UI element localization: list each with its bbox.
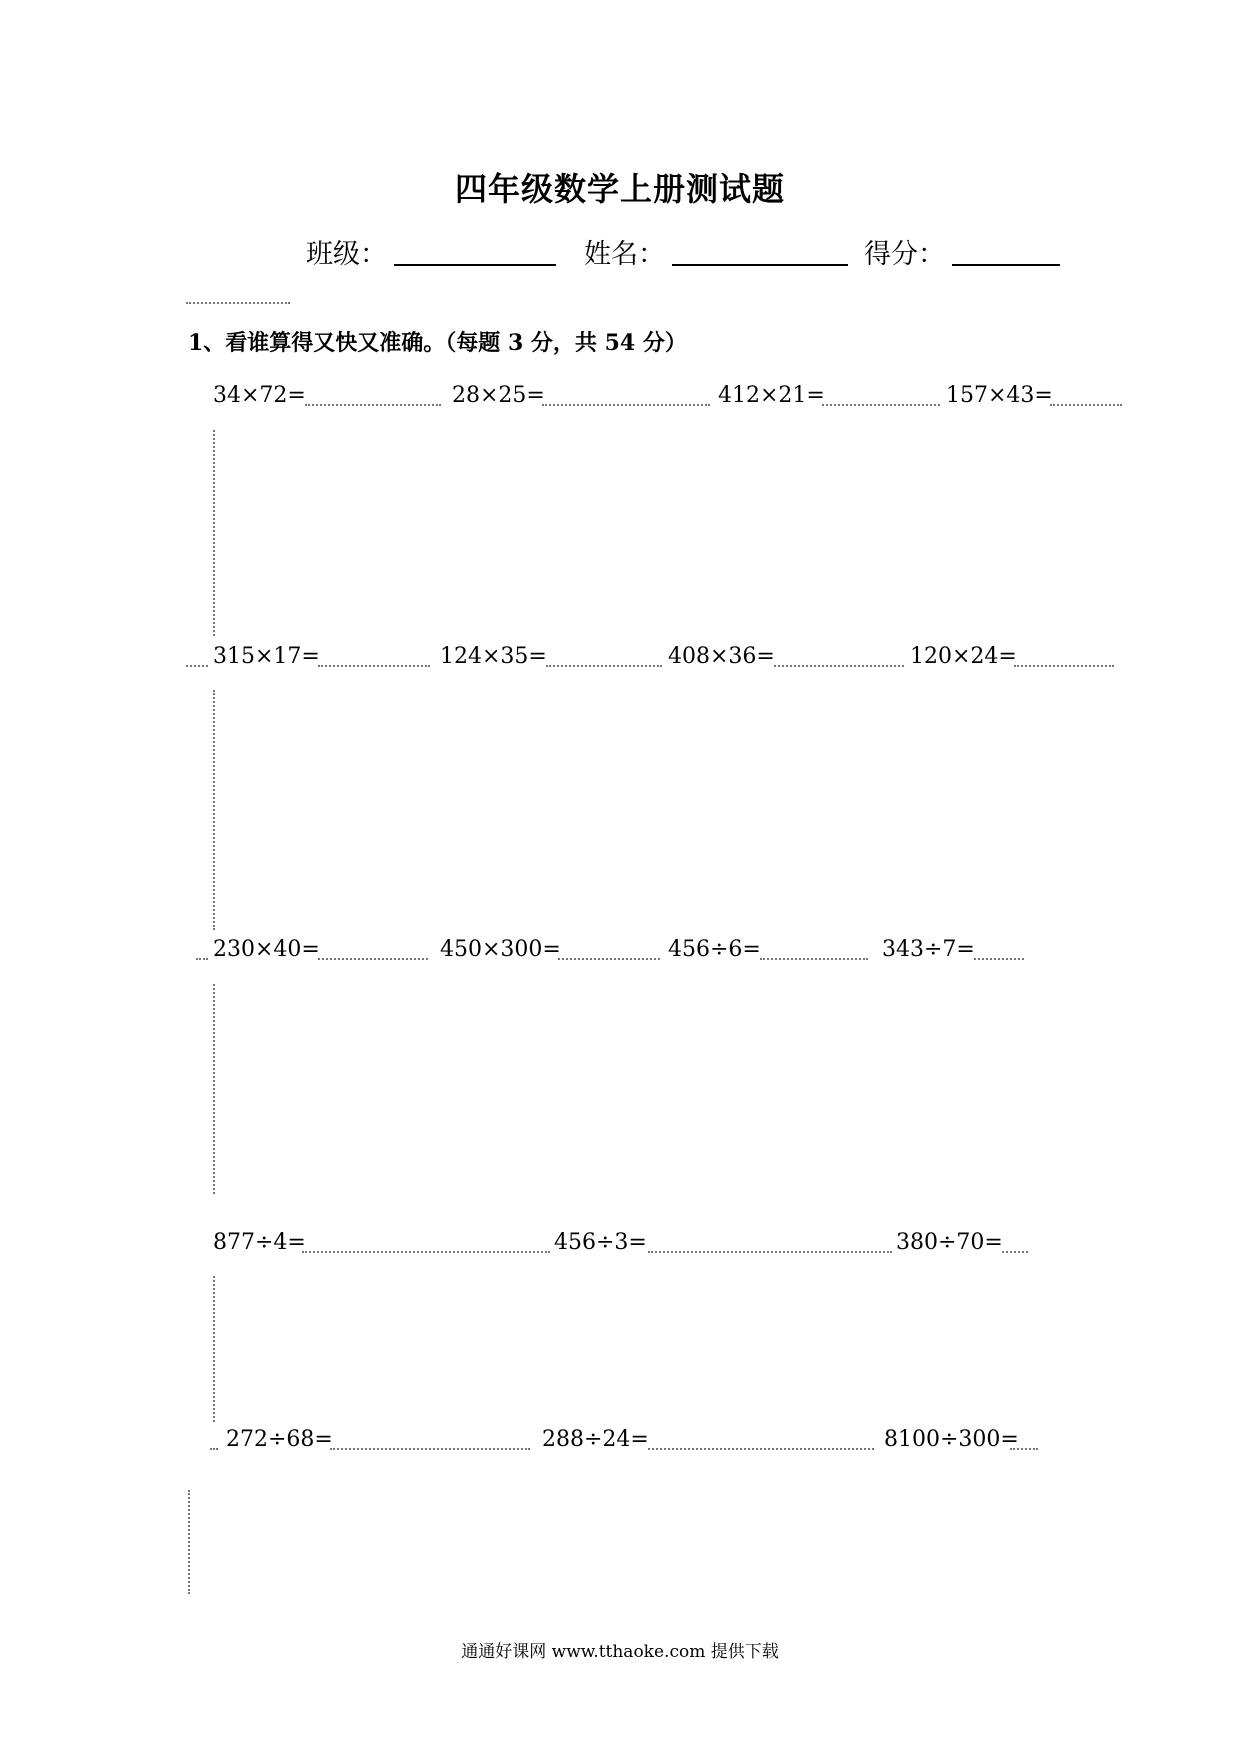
- footer-credit: 通通好课网 www.tthaoke.com 提供下载: [461, 1642, 779, 1662]
- answer-dots: [305, 404, 441, 406]
- answer-dots: [648, 1448, 874, 1450]
- problem: 412×21=: [718, 383, 825, 408]
- answer-dots: [648, 1251, 892, 1253]
- problem: 34×72=: [213, 383, 306, 408]
- problem: 456÷3=: [554, 1230, 647, 1255]
- problem: 288÷24=: [542, 1427, 649, 1452]
- answer-dots: [542, 404, 710, 406]
- answer-dots: [186, 665, 208, 667]
- name-blank[interactable]: [672, 264, 848, 266]
- answer-dots: [822, 404, 940, 406]
- margin-dots: [213, 984, 215, 1194]
- margin-dots: [213, 690, 215, 930]
- answer-dots: [330, 1448, 530, 1450]
- problem: 877÷4=: [213, 1230, 306, 1255]
- class-blank[interactable]: [394, 264, 556, 266]
- section-heading: 1、看谁算得又快又准确。（每题 3 分，共 54 分）: [188, 330, 687, 356]
- problem: 408×36=: [668, 644, 775, 669]
- margin-dots: [213, 1276, 215, 1422]
- answer-dots: [210, 1448, 218, 1450]
- class-label: 班级：: [306, 239, 387, 270]
- answer-dots: [1050, 404, 1122, 406]
- margin-dots: [188, 1490, 190, 1594]
- answer-dots: [546, 665, 662, 667]
- problem: 28×25=: [452, 383, 545, 408]
- decorative-dots: [186, 302, 290, 304]
- answer-dots: [558, 958, 660, 960]
- problem: 272÷68=: [226, 1427, 333, 1452]
- answer-dots: [974, 958, 1024, 960]
- score-blank[interactable]: [952, 264, 1060, 266]
- problem: 124×35=: [440, 644, 547, 669]
- margin-dots: [213, 430, 215, 636]
- problem: 157×43=: [946, 383, 1053, 408]
- answer-dots: [196, 958, 208, 960]
- problem: 450×300=: [440, 937, 561, 962]
- answer-dots: [1010, 1448, 1038, 1450]
- score-label: 得分：: [864, 239, 945, 270]
- answer-dots: [302, 1251, 550, 1253]
- answer-dots: [318, 958, 428, 960]
- page-title: 四年级数学上册测试题: [454, 170, 785, 208]
- answer-dots: [760, 958, 868, 960]
- problem: 230×40=: [213, 937, 320, 962]
- problem: 120×24=: [910, 644, 1017, 669]
- name-label: 姓名：: [584, 239, 665, 270]
- problem: 380÷70=: [896, 1230, 1003, 1255]
- problem: 456÷6=: [668, 937, 761, 962]
- problem: 315×17=: [213, 644, 320, 669]
- answer-dots: [774, 665, 904, 667]
- answer-dots: [318, 665, 430, 667]
- answer-dots: [1014, 665, 1114, 667]
- answer-dots: [1002, 1251, 1028, 1253]
- problem: 8100÷300=: [884, 1427, 1019, 1452]
- problem: 343÷7=: [882, 937, 975, 962]
